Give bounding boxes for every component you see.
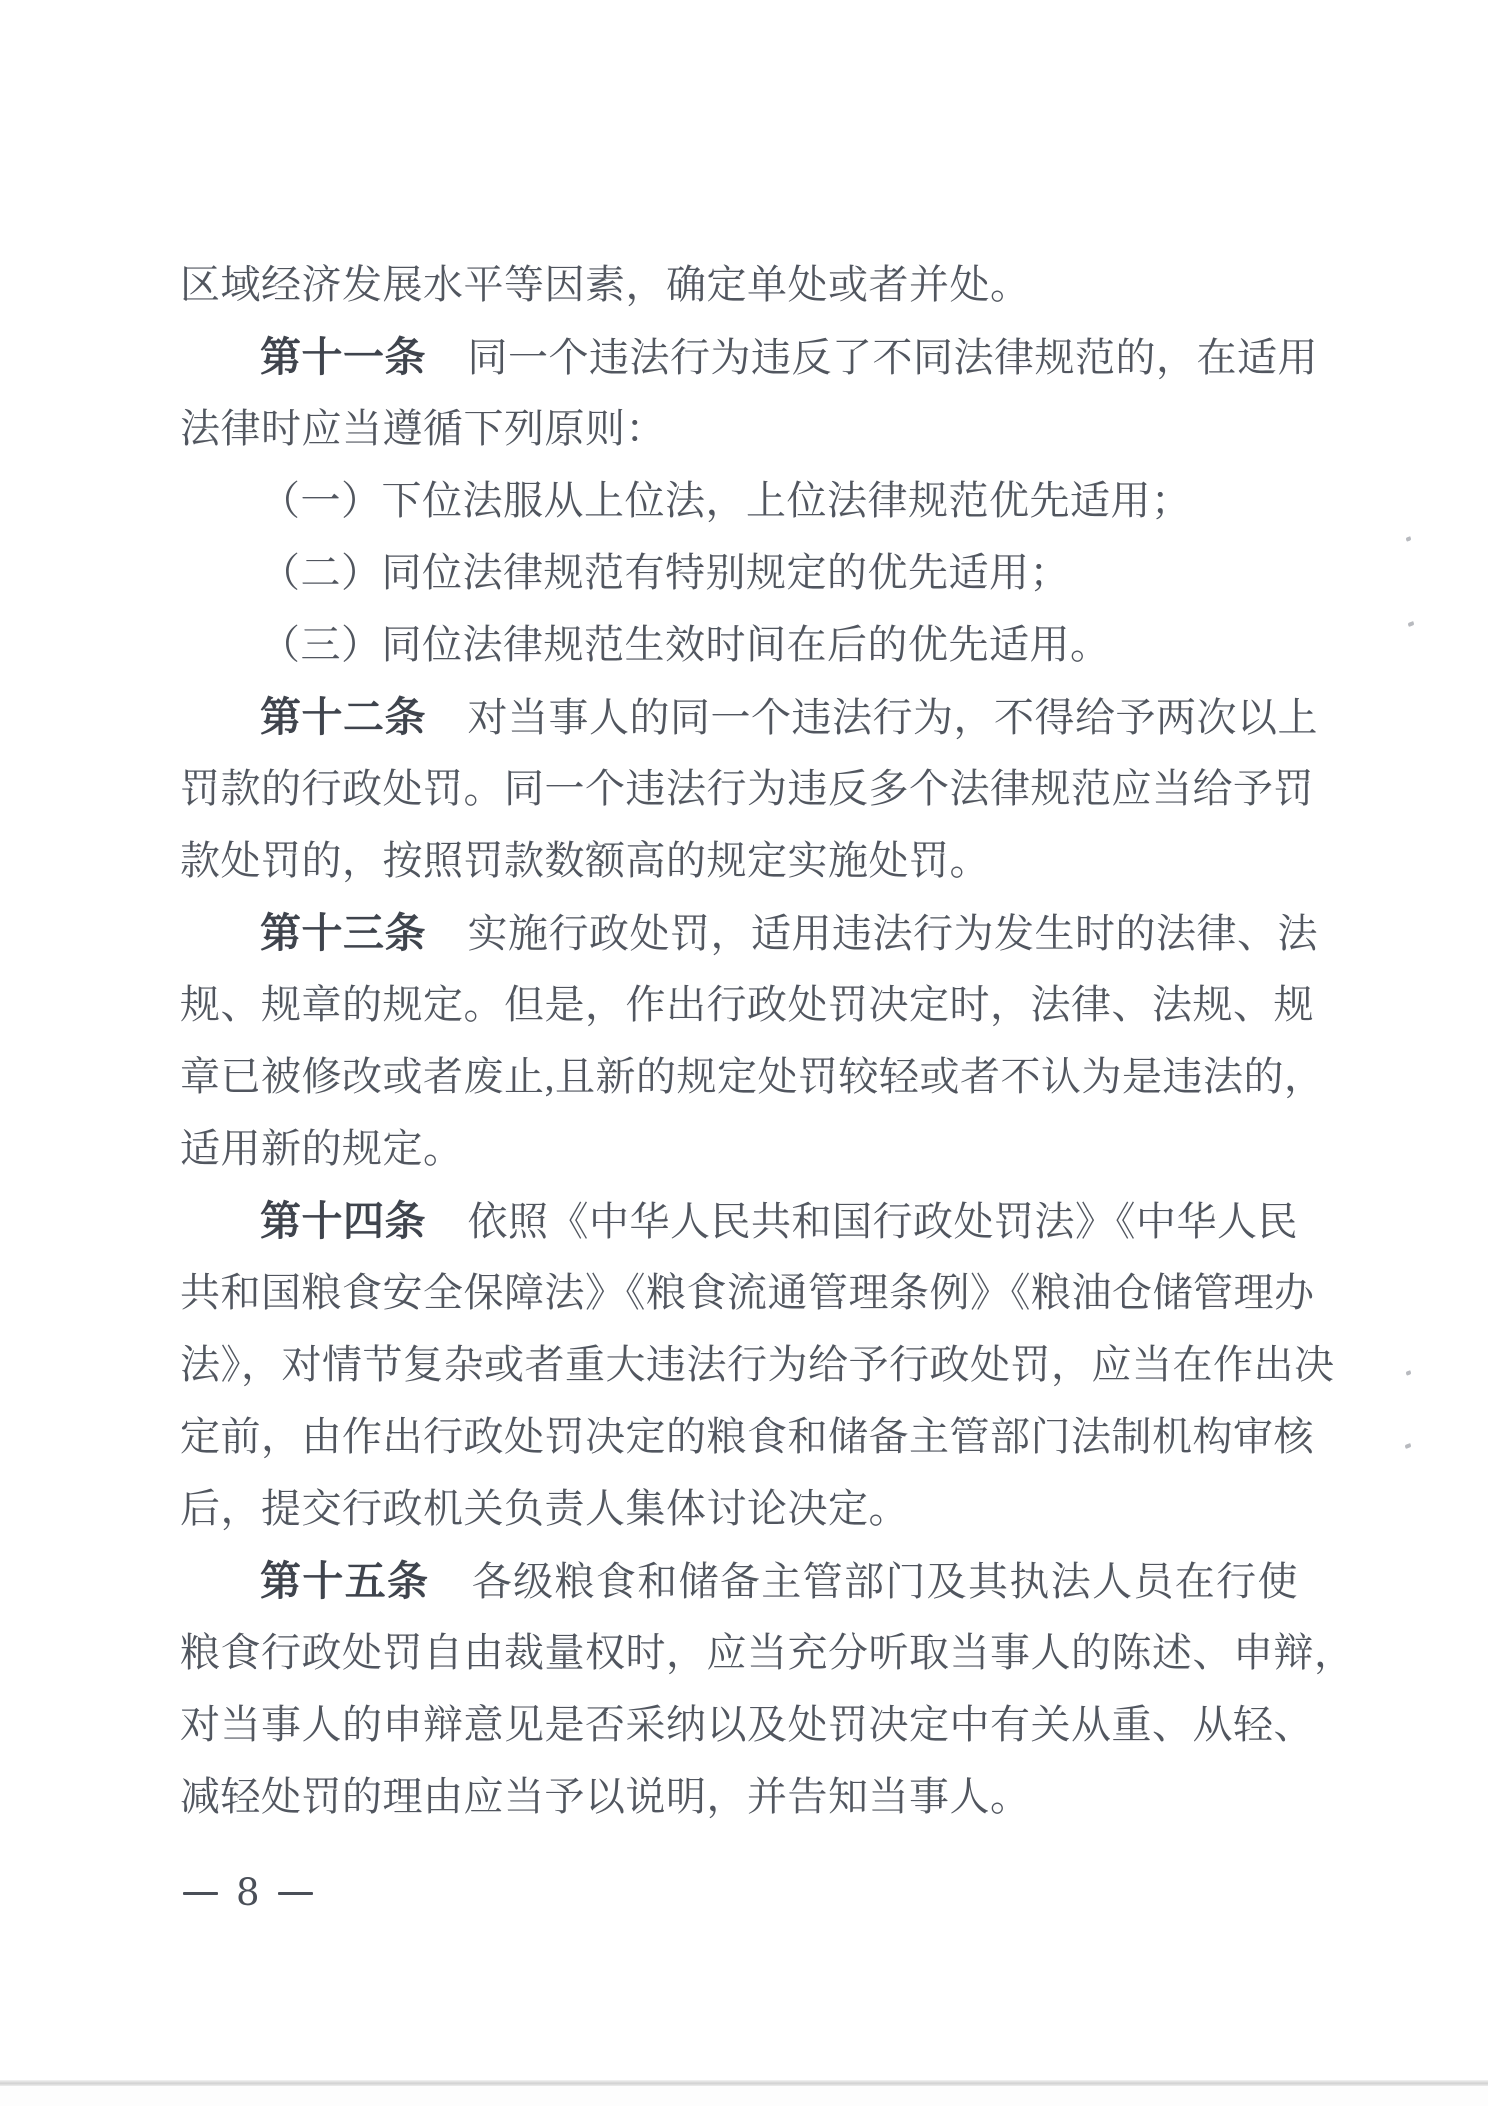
page-footer <box>183 1871 313 1914</box>
text-line <box>180 1041 1325 1113</box>
scan-speck-artifact <box>1407 621 1414 627</box>
line-text: 规、规章的规定。但是，作出行政处罚决定时，法律、法规、规 <box>180 982 1314 1027</box>
text-line <box>180 1329 1335 1401</box>
line-text: 同一个违法行为违反了不同法律规范的，在适用 <box>467 335 1318 380</box>
text-line <box>180 681 1318 753</box>
text-line <box>180 1185 1298 1257</box>
scan-speck-artifact <box>1405 536 1411 541</box>
article-number-label: 第十二条 <box>260 694 468 740</box>
article-number-label: 第十三条 <box>260 910 468 956</box>
line-text: 区域经济发展水平等因素，确定单处或者并处。 <box>180 262 1031 307</box>
scan-speck-artifact <box>1405 1370 1411 1375</box>
line-text: 实施行政处罚，适用违法行为发生时的法律、法 <box>467 911 1318 956</box>
text-line <box>180 1545 1298 1617</box>
article-number-label: 第十五条 <box>260 1558 472 1604</box>
line-text: 法律时应当遵循下列原则： <box>180 406 666 451</box>
scan-speck-artifact <box>1404 1443 1411 1449</box>
article-number-label: 第十四条 <box>260 1198 468 1244</box>
line-text: 减轻处罚的理由应当予以说明，并告知当事人。 <box>180 1774 1031 1819</box>
text-line <box>180 1113 1298 1185</box>
line-text: 法》，对情节复杂或者重大违法行为给予行政处罚，应当在作出决 <box>180 1342 1335 1387</box>
line-text: 依照《中华人民共和国行政处罚法》《中华人民 <box>467 1199 1298 1244</box>
text-line <box>180 897 1318 969</box>
document-body <box>180 249 1355 1833</box>
text-line <box>180 1761 1298 1833</box>
text-line <box>180 321 1318 393</box>
line-text: 适用新的规定。 <box>180 1126 464 1171</box>
line-text: 章已被修改或者废止,且新的规定处罚较轻或者不认为是违法的， <box>180 1054 1325 1099</box>
text-line <box>180 753 1314 825</box>
line-text: 款处罚的，按照罚款数额高的规定实施处罚。 <box>180 838 990 883</box>
footer-right-dash <box>278 1892 313 1895</box>
text-line <box>180 249 1298 321</box>
text-line <box>180 1689 1314 1761</box>
text-line <box>180 825 1298 897</box>
line-text: 共和国粮食安全保障法》《粮食流通管理条例》《粮油仓储管理办 <box>180 1270 1315 1315</box>
footer-left-dash <box>183 1892 218 1895</box>
line-text: 定前，由作出行政处罚决定的粮食和储备主管部门法制机构审核 <box>180 1414 1314 1459</box>
line-text: 对当事人的申辩意见是否采纳以及处罚决定中有关从重、从轻、 <box>180 1702 1314 1747</box>
text-line <box>180 393 1298 465</box>
text-line <box>180 1401 1314 1473</box>
line-text: 粮食行政处罚自由裁量权时，应当充分听取当事人的陈述、申辩， <box>180 1630 1355 1675</box>
line-text: （二）同位法律规范有特别规定的优先适用； <box>260 550 1070 595</box>
line-text: （一）下位法服从上位法，上位法律规范优先适用； <box>260 478 1192 523</box>
line-text: （三）同位法律规范生效时间在后的优先适用。 <box>260 622 1111 667</box>
line-text: 各级粮食和储备主管部门及其执法人员在行使 <box>471 1559 1299 1604</box>
line-text: 对当事人的同一个违法行为，不得给予两次以上 <box>467 695 1318 740</box>
text-line <box>180 609 1298 681</box>
line-text: 罚款的行政处罚。同一个违法行为违反多个法律规范应当给予罚 <box>180 766 1314 811</box>
page-number: 8 <box>236 1871 260 1914</box>
text-line <box>180 465 1298 537</box>
scan-bottom-strip <box>0 2086 1488 2106</box>
text-line <box>180 1473 1298 1545</box>
text-line <box>180 1257 1315 1329</box>
line-text: 后，提交行政机关负责人集体讨论决定。 <box>180 1486 909 1531</box>
text-line <box>180 1617 1355 1689</box>
text-line <box>180 537 1298 609</box>
article-number-label: 第十一条 <box>260 334 468 380</box>
text-line <box>180 969 1314 1041</box>
